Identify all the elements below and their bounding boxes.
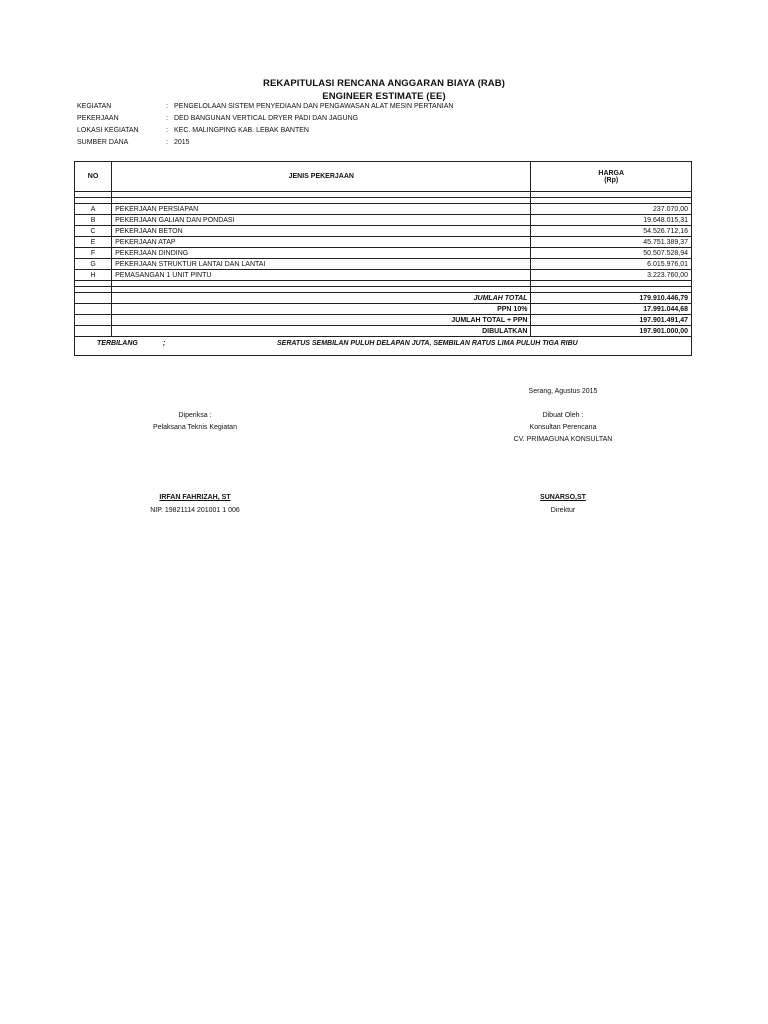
total-ppn-label: JUMLAH TOTAL + PPN [112,315,531,326]
meta-label: SUMBER DANA [77,139,129,146]
document-title: REKAPITULASI RENCANA ANGGARAN BIAYA (RAB) [263,78,505,89]
place-date: Serang, Agustus 2015 [528,388,598,395]
table-row [75,204,692,215]
total-ppn-value: 197.901.491,47 [531,315,692,326]
row-job: PEKERJAAN DINDING [112,248,531,259]
rounded-value: 197.901.000,00 [531,326,692,337]
total-row [75,293,692,304]
right-sign-line1: Dibuat Oleh : [542,412,584,419]
header-price-line1: HARGA [598,169,625,177]
header-job: JENIS PEKERJAAN [112,162,531,192]
table-row [75,270,692,281]
meta-colon: : [166,139,168,146]
left-sign-name: IRFAN FAHRIZAH, ST [159,494,231,501]
ppn-row [75,304,692,315]
meta-label: LOKASI KEGIATAN [77,127,139,134]
meta-value: DED BANGUNAN VERTICAL DRYER PADI DAN JAGUNG [174,115,359,122]
row-no: C [75,226,112,237]
terbilang-row [75,337,692,356]
table-row [75,226,692,237]
table-row [75,237,692,248]
meta-label: PEKERJAAN [77,115,119,122]
table-row [75,259,692,270]
total-ppn-row [75,315,692,326]
row-job: PEKERJAAN STRUKTUR LANTAI DAN LANTAI [112,259,531,270]
row-price: 237.070,00 [531,204,692,215]
meta-colon: : [166,103,168,110]
terbilang-separator: ; [163,340,166,347]
row-price: 19.648.015,31 [531,215,692,226]
total-value: 179.910.446,79 [531,293,692,304]
row-job: PEKERJAAN GALIAN DAN PONDASI [112,215,531,226]
row-no: H [75,270,112,281]
row-job: PEKERJAAN ATAP [112,237,531,248]
rounded-row [75,326,692,337]
total-label: JUMLAH TOTAL [112,293,531,304]
row-price: 45.751.389,37 [531,237,692,248]
ppn-label: PPN 10% [112,304,531,315]
right-sign-id: Direktur [550,507,576,514]
meta-value: KEC. MALINGPING KAB. LEBAK BANTEN [174,127,309,134]
right-sign-line3: CV. PRIMAGUNA KONSULTAN [513,436,613,443]
rab-table [74,161,692,356]
table-row [75,248,692,259]
row-job: PEMASANGAN 1 UNIT PINTU [112,270,531,281]
table-row [75,215,692,226]
terbilang-label: TERBILANG [97,340,138,347]
right-sign-line2: Konsultan Perencana [529,424,597,431]
row-no: E [75,237,112,248]
row-price: 54.526.712,16 [531,226,692,237]
table-header-row [75,162,692,192]
row-job: PEKERJAAN BETON [112,226,531,237]
row-no: B [75,215,112,226]
header-price-line2: (Rp) [604,176,619,184]
row-job: PEKERJAAN PERSIAPAN [112,204,531,215]
meta-colon: : [166,127,168,134]
terbilang-text: SERATUS SEMBILAN PULUH DELAPAN JUTA, SEMBILAN RATUS LIMA PULUH TIGA RIBU [277,340,578,347]
document-subtitle: ENGINEER ESTIMATE (EE) [322,91,446,102]
meta-value: PENGELOLAAN SISTEM PENYEDIAAN DAN PENGAWASAN ALAT MESIN PERTANIAN [174,103,454,110]
meta-value: 2015 [174,139,190,146]
ppn-value: 17.991.044,68 [531,304,692,315]
right-sign-name: SUNARSO,ST [540,494,586,501]
row-price: 3.223.760,00 [531,270,692,281]
header-price [531,162,692,192]
row-price: 50.507.528,94 [531,248,692,259]
meta-label: KEGIATAN [77,103,112,110]
left-sign-line2: Pelaksana Teknis Kegiatan [153,424,237,431]
left-sign-id: NIP. 19821114 201001 1 006 [150,507,240,514]
meta-colon: : [166,115,168,122]
header-no: NO [75,162,112,192]
row-no: G [75,259,112,270]
rounded-label: DIBULATKAN [112,326,531,337]
row-price: 6.015.976,01 [531,259,692,270]
row-no: A [75,204,112,215]
row-no: F [75,248,112,259]
left-sign-line1: Diperiksa : [178,412,212,419]
